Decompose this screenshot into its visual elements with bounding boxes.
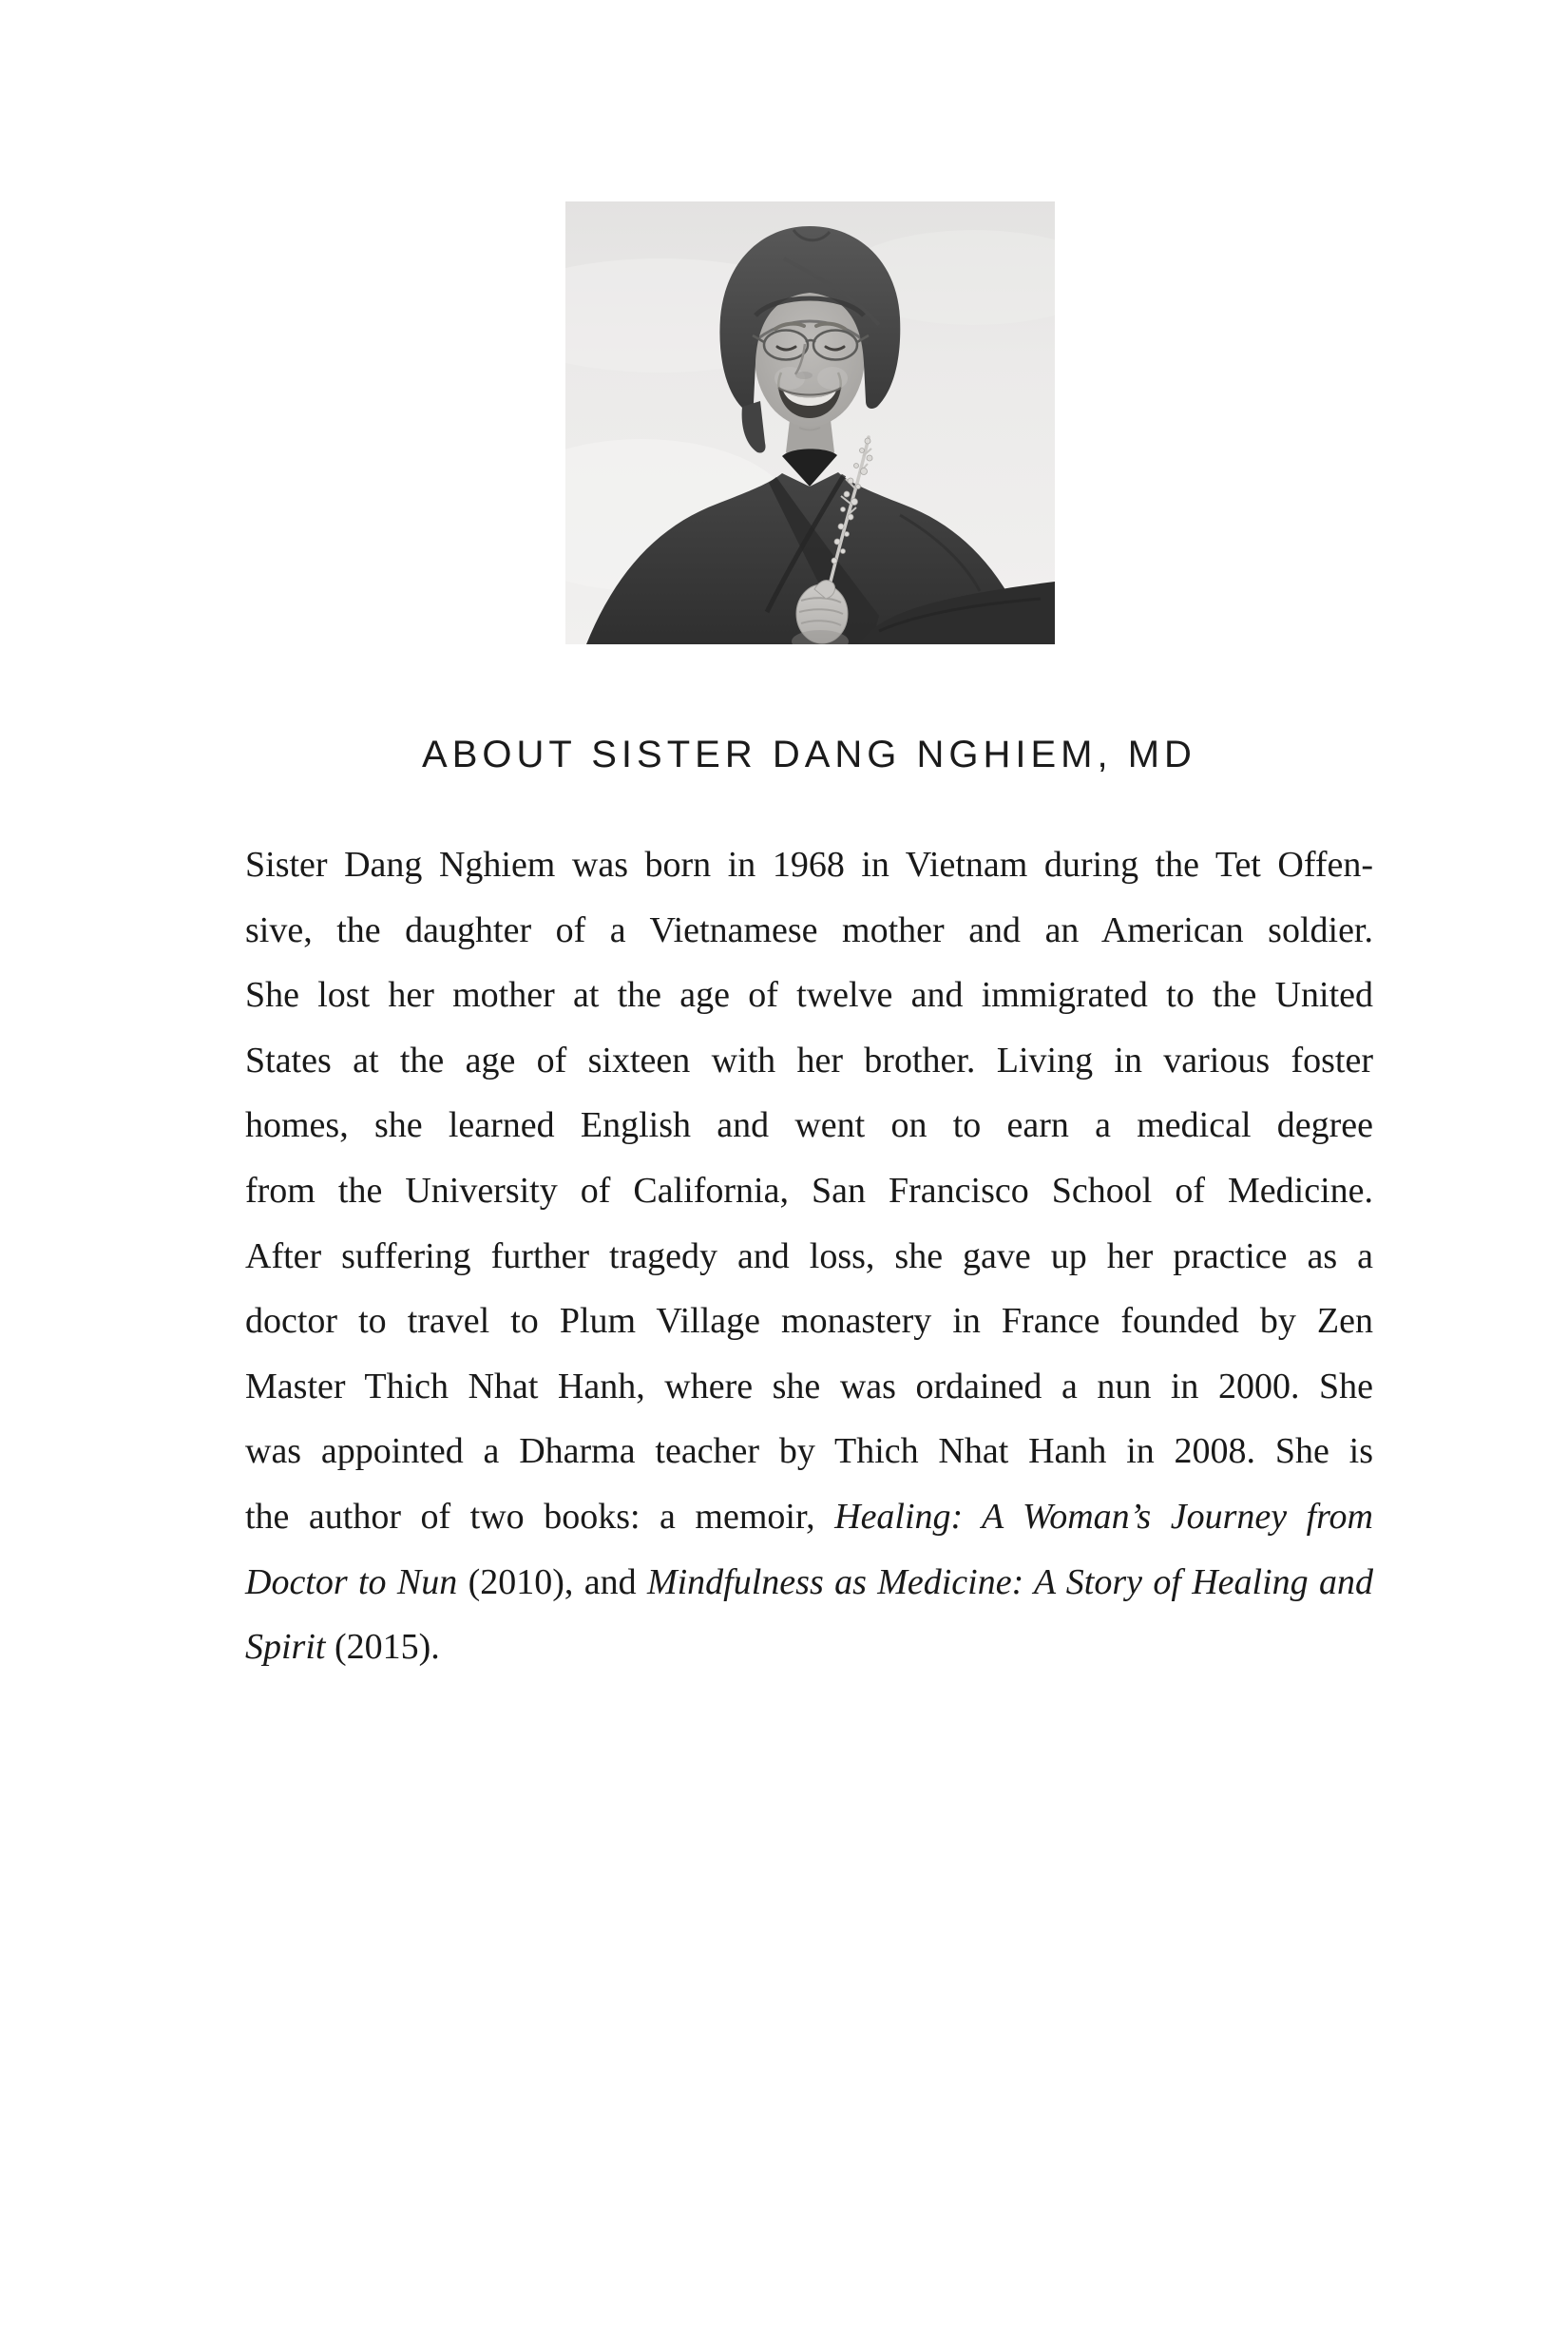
bio-text-segment: homes, she learned English and went on to earn a medical degree [245, 1105, 1373, 1146]
bio-text-segment: doctor to travel to Plum Village monastery in France founded by Zen [245, 1301, 1373, 1342]
section-heading: ABOUT SISTER DANG NGHIEM, MD [422, 734, 1196, 775]
bio-text-segment: sive, the daughter of a Vietnamese mother and an American soldier. [245, 909, 1373, 950]
bio-text-segment: was appointed a Dharma teacher by Thich Nhat Hanh in 2008. She is [245, 1431, 1373, 1472]
bio-line [245, 1224, 1373, 1290]
bio-text-segment: After suffering further tragedy and loss, she gave up her practice as a [245, 1235, 1373, 1276]
bio-text-segment: Master Thich Nhat Hanh, where she was ordained a nun in 2000. She [245, 1366, 1373, 1406]
bio-text-segment: (2010), and [457, 1561, 647, 1602]
bio-line [245, 898, 1373, 964]
portrait-illustration [565, 201, 1055, 644]
bio-text-segment: States at the age of sixteen with her brother. Living in various foster [245, 1040, 1373, 1080]
bio-text-segment: Healing: A Woman’s Journey from [834, 1496, 1373, 1537]
bio-line [245, 1158, 1373, 1224]
bio-text-segment: from the University of California, San Francisco School of Medicine. [245, 1170, 1373, 1211]
bio-line [245, 1615, 1373, 1680]
portrait-photo [565, 201, 1055, 644]
bio-text-segment: Doctor to Nun [245, 1561, 458, 1602]
bio-line [245, 1028, 1373, 1094]
bio-line [245, 1289, 1373, 1354]
bio-text-segment: She lost her mother at the age of twelve and immigrated to the United [245, 975, 1373, 1016]
bio-line [245, 963, 1373, 1028]
bio-line [245, 1093, 1373, 1158]
bio-line [245, 1550, 1373, 1616]
bio-paragraph [245, 832, 1373, 1680]
bio-line [245, 1354, 1373, 1420]
bio-line [245, 1419, 1373, 1484]
bio-text-segment: Spirit [245, 1627, 326, 1668]
bio-text-segment: Mindfulness as Medicine: A Story of Healing and [646, 1561, 1373, 1602]
bio-text-segment: the author of two books: a memoir, [245, 1496, 835, 1537]
bio-line [245, 1484, 1373, 1550]
bio-text-segment: Sister Dang Nghiem was born in 1968 in Vietnam during the Tet Offen- [245, 845, 1373, 885]
bio-line [245, 832, 1373, 898]
bio-text-segment: (2015). [325, 1627, 440, 1668]
